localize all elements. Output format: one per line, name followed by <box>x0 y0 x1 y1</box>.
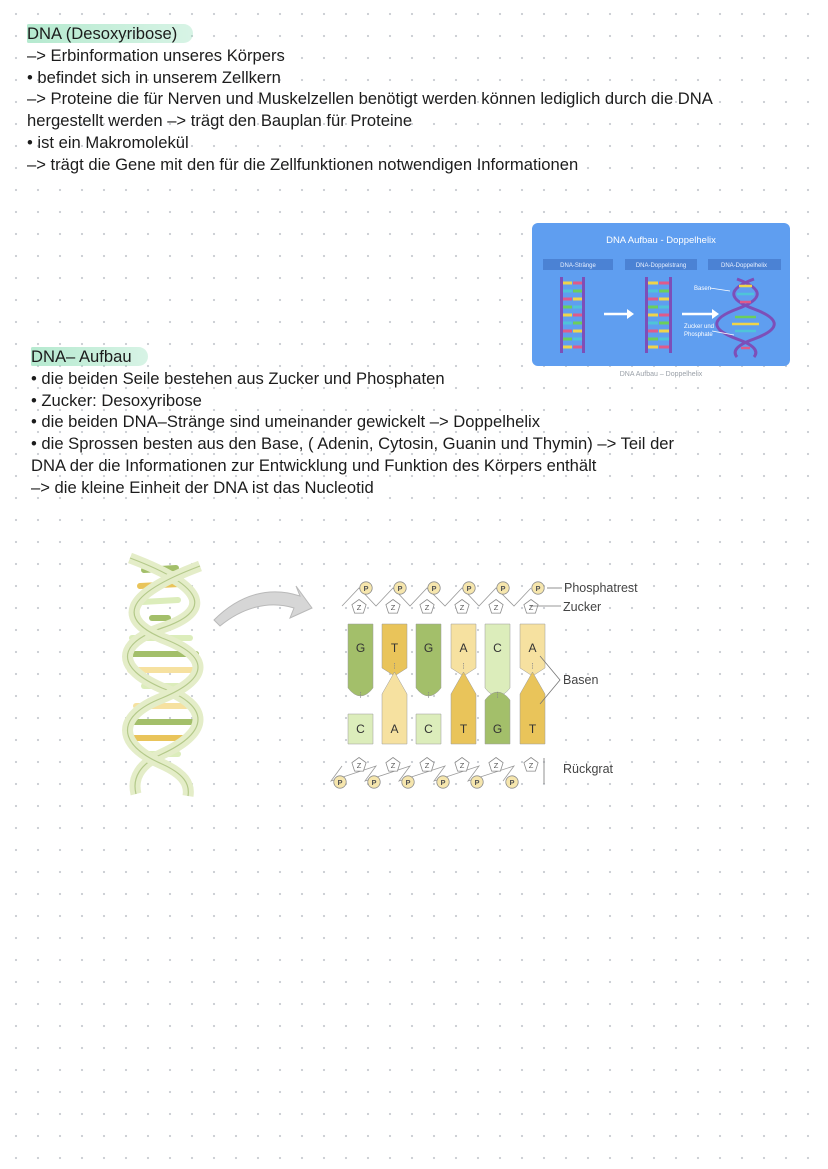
intro-line: • befindet sich in unserem Zellkern <box>27 67 281 87</box>
label-basen: Basen <box>694 286 712 292</box>
sugar-top-symbol: Z <box>493 603 499 612</box>
intro-line: • ist ein Makromolekül <box>27 132 189 152</box>
base-letter: G <box>423 641 434 655</box>
phosphate-bottom <box>471 776 483 788</box>
dna-intro-section <box>27 23 713 176</box>
phosphate-top-symbol: P <box>500 584 506 593</box>
sugar-top-symbol: Z <box>356 603 362 612</box>
sugar-bottom-symbol: Z <box>493 761 499 770</box>
nucleotide-strand <box>331 582 545 788</box>
aufbau-line: • Zucker: Desoxyribose <box>31 390 202 410</box>
helix-illustration <box>717 279 775 357</box>
base-letter: C <box>424 722 433 736</box>
sugar-top <box>489 600 503 614</box>
sugar-bottom <box>524 758 538 772</box>
label-rueckgrat: Rückgrat <box>563 762 614 776</box>
aufbau-line: • die Sprossen besten aus den Base, ( Adenin, Cytosin, Guanin und Thymin) –> Teil der <box>31 434 675 454</box>
base-letter: G <box>492 722 503 736</box>
phosphate-top-symbol: P <box>363 584 369 593</box>
hydrogen-bond: ⁝ <box>462 661 465 671</box>
phosphate-top <box>463 582 475 594</box>
phosphate-bottom-symbol: P <box>509 778 515 787</box>
phosphate-bottom <box>437 776 449 788</box>
sugar-top <box>455 600 469 614</box>
sugar-bottom <box>455 758 469 772</box>
diagram-labels <box>530 581 638 784</box>
phosphate-top <box>360 582 372 594</box>
sugar-bottom-symbol: Z <box>356 761 362 770</box>
base-bottom <box>416 714 441 744</box>
base-letter: C <box>493 641 502 655</box>
single-strands-illustration <box>560 277 585 353</box>
base-letter: G <box>355 641 366 655</box>
figure-caption: DNA Aufbau – Doppelhelix <box>619 371 703 378</box>
phosphate-top <box>394 582 406 594</box>
sugar-bottom-symbol: Z <box>459 761 465 770</box>
sugar-bottom <box>386 758 400 772</box>
base-bottom <box>451 672 476 744</box>
hydrogen-bond: ⁝ <box>427 690 430 700</box>
sugar-top-symbol: Z <box>459 603 465 612</box>
dna-aufbau-section <box>31 346 674 499</box>
arrow-icon <box>214 586 312 626</box>
tag-dna-doppelhelix: DNA-Doppelhelix <box>720 263 768 269</box>
phosphate-top-symbol: P <box>397 584 403 593</box>
aufbau-heading: DNA– Aufbau <box>31 347 148 366</box>
double-strand-illustration <box>645 277 672 353</box>
base-letter: C <box>356 722 365 736</box>
dna-heading: DNA (Desoxyribose) <box>27 24 193 43</box>
phosphate-bottom-symbol: P <box>405 778 411 787</box>
aufbau-line: –> die kleine Einheit der DNA ist das Nucleotid <box>31 477 374 497</box>
sugar-top <box>352 600 366 614</box>
base-letter: T <box>528 722 537 736</box>
sugar-bottom-symbol: Z <box>424 761 430 770</box>
aufbau-line: • die beiden DNA–Stränge sind umeinander gewickelt –> Doppelhelix <box>31 412 541 432</box>
intro-line: –> Erbinformation unseres Körpers <box>27 45 285 65</box>
base-bottom <box>348 714 373 744</box>
base-letter: A <box>459 641 468 655</box>
tag-dna-straenge: DNA-Stränge <box>560 263 596 269</box>
label-basen: Basen <box>563 673 599 687</box>
base-bottom <box>382 672 407 744</box>
base-letter: T <box>390 641 399 655</box>
base-letter: T <box>459 722 468 736</box>
sugar-bottom-symbol: Z <box>528 761 534 770</box>
phosphate-top-symbol: P <box>466 584 472 593</box>
phosphate-top <box>428 582 440 594</box>
sugar-bottom <box>420 758 434 772</box>
base-top <box>348 624 373 696</box>
phosphate-bottom <box>402 776 414 788</box>
intro-line: hergestellt werden –> trägt den Bauplan für Proteine <box>27 111 413 131</box>
label-phosphatrest: Phosphatrest <box>564 581 638 595</box>
helix-drawing <box>126 558 200 796</box>
sugar-bottom <box>352 758 366 772</box>
phosphate-top-symbol: P <box>535 584 541 593</box>
phosphate-bottom-symbol: P <box>440 778 446 787</box>
base-bottom <box>520 672 545 744</box>
sugar-top-symbol: Z <box>390 603 396 612</box>
doppelhelix-figure <box>532 223 790 366</box>
phosphate-top <box>497 582 509 594</box>
sugar-top-symbol: Z <box>528 603 534 612</box>
label-zucker-und: Zucker und <box>684 324 715 330</box>
hydrogen-bond: ⁝ <box>531 661 534 671</box>
hydrogen-bond: ⁝ <box>496 690 499 700</box>
intro-line: –> Proteine die für Nerven und Muskelzellen benötigt werden können lediglich durch die DNA <box>27 89 713 109</box>
sugar-top <box>420 600 434 614</box>
aufbau-line: • die beiden Seile bestehen aus Zucker und Phosphaten <box>31 368 445 388</box>
phosphate-top-symbol: P <box>431 584 437 593</box>
nucleotide-diagram <box>110 548 650 803</box>
label-phosphate: Phosphate <box>684 332 713 338</box>
phosphate-bottom-symbol: P <box>337 778 343 787</box>
base-top <box>485 624 510 696</box>
base-top <box>416 624 441 696</box>
hydrogen-bond: ⁝ <box>393 661 396 671</box>
hydrogen-bond: ⁝ <box>359 690 362 700</box>
sugar-top-symbol: Z <box>424 603 430 612</box>
doppelhelix-title: DNA Aufbau - Doppelhelix <box>606 235 716 246</box>
phosphate-bottom <box>368 776 380 788</box>
phosphate-bottom <box>506 776 518 788</box>
phosphate-top <box>532 582 544 594</box>
tag-dna-doppelstrang: DNA-Doppelstrang <box>635 263 687 269</box>
phosphate-bottom-symbol: P <box>371 778 377 787</box>
intro-line: –> trägt die Gene mit den für die Zellfunktionen notwendigen Informationen <box>27 154 579 174</box>
phosphate-bottom-symbol: P <box>474 778 480 787</box>
phosphate-bottom <box>334 776 346 788</box>
base-letter: A <box>390 722 399 736</box>
sugar-top <box>386 600 400 614</box>
label-zucker: Zucker <box>563 600 602 614</box>
aufbau-line: DNA der die Informationen zur Entwicklung und Funktion des Körpers enthält <box>31 455 597 475</box>
sugar-bottom <box>489 758 503 772</box>
base-letter: A <box>528 641 537 655</box>
sugar-bottom-symbol: Z <box>390 761 396 770</box>
